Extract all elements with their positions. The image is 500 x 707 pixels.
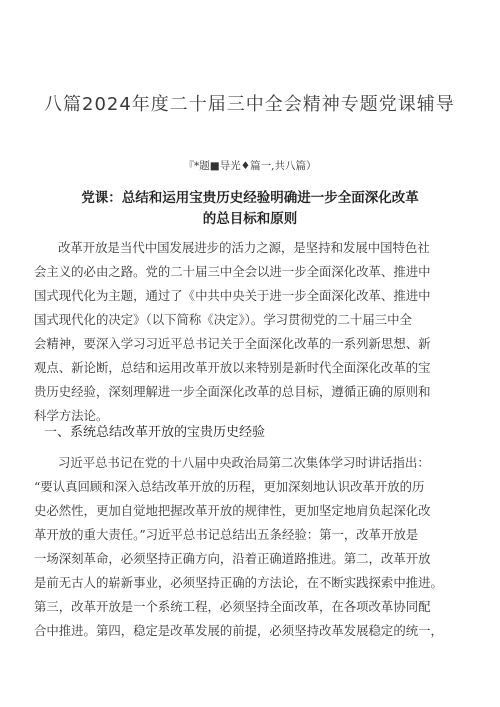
- paragraph-line: “要认真回顾和深入总结改革开放的历程，更加深刻地认识改革开放的历: [34, 479, 425, 494]
- toc-line: 『*题■导光♦篇一,共八篇）: [183, 160, 317, 172]
- paragraph-line: 合中推进。第四，稳定是改革发展的前提，必须坚持改革发展稳定的统一，: [34, 623, 443, 638]
- heading-section-1: 一、系统总结改革开放的宝贵历史经验: [44, 425, 266, 440]
- paragraph-line: 习近平总书记在党的十八届中央政治局第二次集体学习时讲话指出：: [58, 455, 430, 470]
- paragraph-intro: [34, 236, 468, 428]
- paragraph-line: 会精神，要深入学习习近平总书记关于全面深化改革的一系列新思想、新: [34, 336, 431, 351]
- paragraph-line: 会主义的必由之路。党的二十届三中全会以进一步全面深化改革、推进中: [34, 264, 431, 279]
- paragraph-line: 一场深刻革命，必须坚持正确方向，沿着正确道路推进。第二，改革开放: [34, 551, 431, 566]
- section-title: [0, 188, 500, 230]
- paragraph-line: 科学方法论。: [34, 408, 109, 423]
- paragraph-line: 国式现代化为主题，通过了《中共中央关于进一步全面深化改革、推进中: [34, 288, 431, 303]
- paragraph-line: 观点、新论断，总结和运用改革开放以来特别是新时代全面深化改革的宝: [34, 360, 431, 375]
- paragraph-line: 国式现代化的决定》（以下简称《决定》）。学习贯彻党的二十届三中全: [34, 312, 412, 327]
- paragraph-line: 第三，改革开放是一个系统工程，必须坚持全面改革，在各项改革协同配: [34, 599, 431, 614]
- paragraph-line: 是前无古人的崭新事业，必须坚持正确的方法论，在不断实践探索中推进。: [34, 575, 443, 590]
- paragraph-section-1: [34, 451, 468, 643]
- section-title-line: 党课：总结和运用宝贵历史经验明确进一步全面深化改革: [81, 190, 419, 206]
- paragraph-line: 史必然性，更加自觉地把握改革开放的规律性，更加坚定地肩负起深化改: [34, 503, 431, 518]
- paragraph-line: 革开放的重大责任。”习近平总书记总结出五条经验：第一，改革开放是: [34, 527, 419, 542]
- section-title-line: 的总目标和原则: [202, 211, 298, 227]
- paragraph-line: 贵历史经验，深刻理解进一步全面深化改革的总目标，遵循正确的原则和: [34, 384, 431, 399]
- document-title: 八篇2024年度二十届三中全会精神专题党课辅导: [44, 94, 455, 115]
- paragraph-line: 改革开放是当代中国发展进步的活力之源，是坚持和发展中国特色社: [58, 240, 430, 255]
